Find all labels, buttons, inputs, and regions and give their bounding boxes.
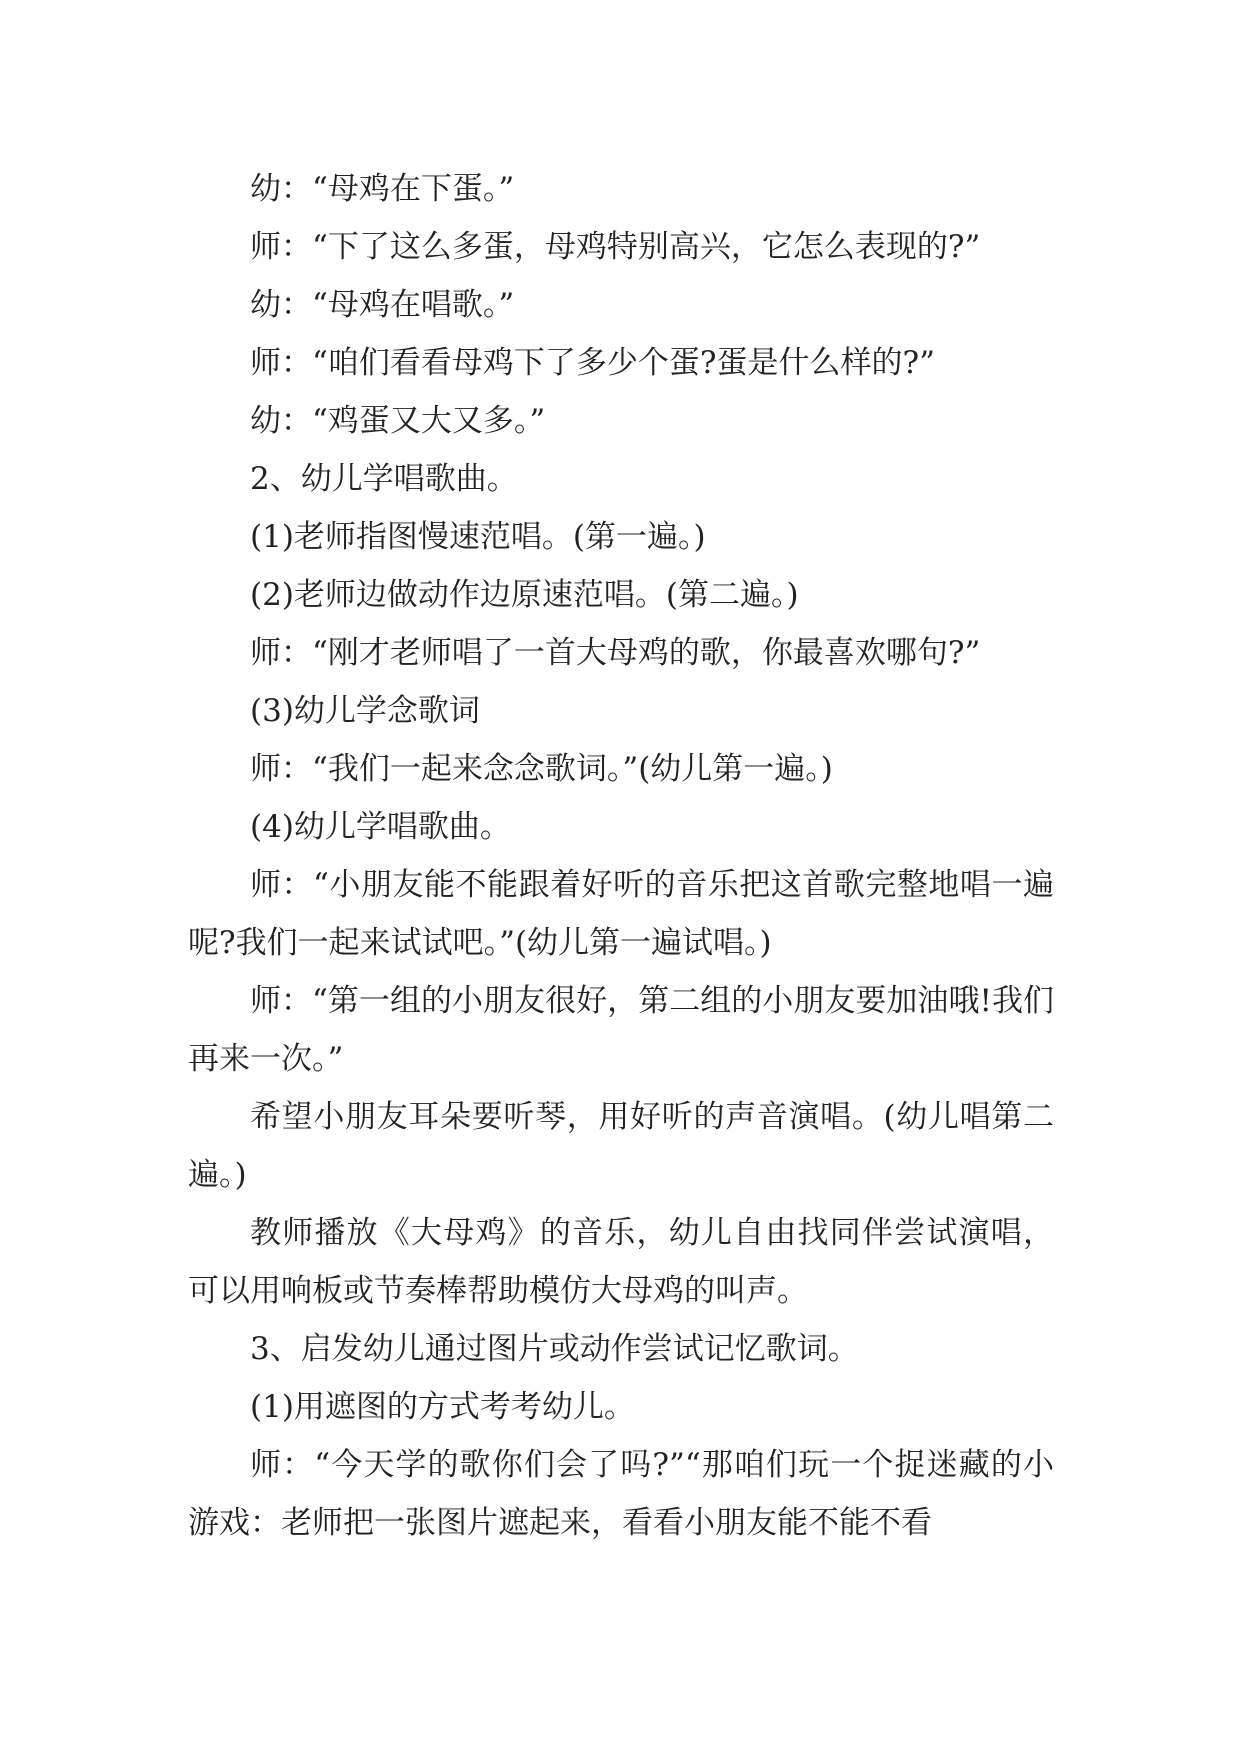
dialogue-line: 师：“咱们看看母鸡下了多少个蛋?蛋是什么样的?” xyxy=(250,345,935,381)
body-paragraph: 教师播放《大母鸡》的音乐，幼儿自由找同伴尝试演唱，可以用响板或节奏棒帮助模仿大母鸡的叫声。 xyxy=(188,1215,1054,1309)
dialogue-line: 师：“刚才老师唱了一首大母鸡的歌，你最喜欢哪句?” xyxy=(250,635,981,671)
sub-step: (1)用遮图的方式考考幼儿。 xyxy=(250,1389,635,1425)
step-heading: 2、幼儿学唱歌曲。 xyxy=(250,461,518,497)
sub-step: (2)老师边做动作边原速范唱。(第二遍。) xyxy=(250,577,799,613)
document-body xyxy=(188,160,1054,1552)
sub-step: (1)老师指图慢速范唱。(第一遍。) xyxy=(250,519,706,555)
dialogue-line: 幼：“母鸡在唱歌。” xyxy=(250,287,515,323)
dialogue-line: 师：“我们一起来念念歌词。”(幼儿第一遍。) xyxy=(250,751,833,787)
sub-step: (3)幼儿学念歌词 xyxy=(250,693,480,729)
dialogue-paragraph: 师：“第一组的小朋友很好，第二组的小朋友要加油哦!我们再来一次。” xyxy=(188,983,1054,1077)
dialogue-line: 师：“下了这么多蛋，母鸡特别高兴，它怎么表现的?” xyxy=(250,229,981,265)
dialogue-paragraph: 师：“今天学的歌你们会了吗?”“那咱们玩一个捉迷藏的小游戏：老师把一张图片遮起来，看看小朋友能不能不看 xyxy=(188,1447,1054,1541)
dialogue-paragraph: 师：“小朋友能不能跟着好听的音乐把这首歌完整地唱一遍呢?我们一起来试试吧。”(幼儿第一遍试唱。) xyxy=(188,867,1054,961)
dialogue-line: 幼：“母鸡在下蛋。” xyxy=(250,171,515,207)
sub-step: (4)幼儿学唱歌曲。 xyxy=(250,809,511,845)
body-paragraph: 希望小朋友耳朵要听琴，用好听的声音演唱。(幼儿唱第二遍。) xyxy=(188,1099,1054,1193)
dialogue-line: 幼：“鸡蛋又大又多。” xyxy=(250,403,546,439)
step-heading: 3、启发幼儿通过图片或动作尝试记忆歌词。 xyxy=(250,1331,859,1367)
